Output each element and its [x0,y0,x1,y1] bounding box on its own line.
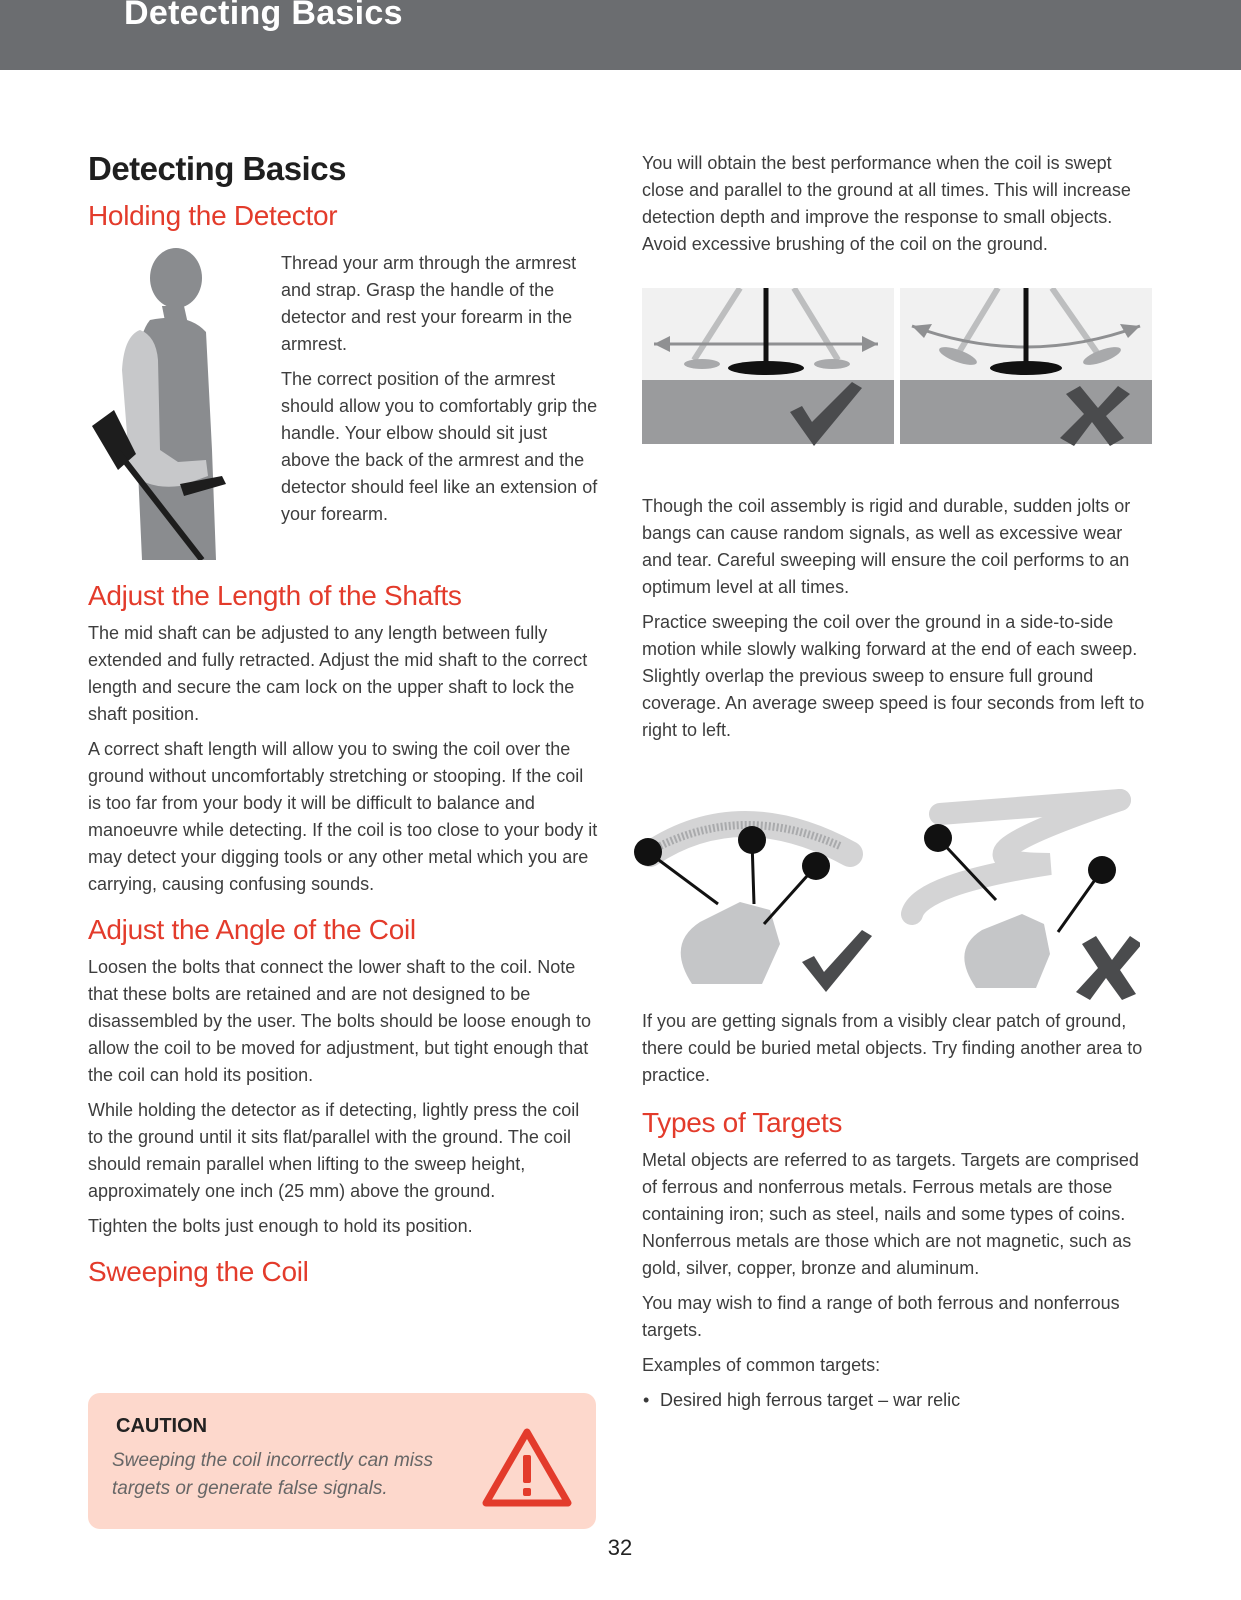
shafts-p2: A correct shaft length will allow you to swing the coil over the ground without uncomfortably stretching or stooping. If the coil is too far from your body it will be difficult to balance and manoeuvre while detecting. If the coil is too close to your body it may detect your digging tools or any other metal which you are carrying, causing confusing sounds. [88,739,598,894]
targets-p2: You may wish to find a range of both ferrous and nonferrous targets. [642,1293,1120,1340]
right-p1: You will obtain the best performance when the coil is swept close and parallel to the ground at all times. This will increase detection depth and improve the response to small objects. Avoid excessive brushing of the coil on the ground. [642,153,1131,254]
warning-triangle-icon [482,1427,572,1509]
incorrect-coil-height-panel [900,288,1152,446]
sweep-pattern-illustration [630,774,1140,1004]
targets-heading: Types of Targets [642,1107,843,1138]
angle-p3: Tighten the bolts just enough to hold its position. [88,1216,473,1236]
left-column [88,150,598,1296]
person-holding-detector-illustration [88,240,248,560]
right-p3: Practice sweeping the coil over the ground in a side-to-side motion while slowly walking forward at the end of each sweep. Slightly overlap the previous sweep to ensure full ground coverage. An average sweep speed is four seconds from left to right to left. [642,612,1145,740]
list-item: • Desired high ferrous target – war relic [660,1387,1157,1414]
correct-coil-height-panel [642,288,894,446]
angle-heading: Adjust the Angle of the Coil [88,914,416,945]
right-column [642,150,1157,1414]
page-number: 32 [607,1535,633,1560]
holding-heading: Holding the Detector [88,200,338,231]
holding-p2: The correct position of the armrest should allow you to comfortably grip the handle. Your elbow should sit just above the back of the armrest and the detector should feel like an extension of your forearm. [281,369,598,524]
holding-section [88,240,598,580]
targets-p3: Examples of common targets: [642,1355,881,1375]
header-banner [0,0,1241,70]
incorrect-sweep-panel [912,800,1140,1000]
page-title: Detecting Basics [88,150,346,187]
caution-box [88,1393,596,1529]
angle-p1: Loosen the bolts that connect the lower shaft to the coil. Note that these bolts are retained and are not designed to be disassembled by the user. The bolts should be loose enough to allow the coil to be moved for adjustment, but tight enough that the coil can hold its position. [88,957,592,1085]
shafts-p1: The mid shaft can be adjusted to any length between fully extended and fully retracted. Adjust the mid shaft to the correct length and secure the cam lock on the upper shaft to lock the shaft position. [88,623,588,724]
right-p2: Though the coil assembly is rigid and durable, sudden jolts or bangs can cause random signals, as well as excessive wear and tear. Careful sweeping will ensure the coil performs to an optimum level at all times. [642,496,1131,597]
caution-text: Sweeping the coil incorrectly can miss targets or generate false signals. [112,1450,434,1499]
targets-p1: Metal objects are referred to as targets. Targets are comprised of ferrous and nonferrous metals. Ferrous metals are those containing iron; such as steel, nails and some types of coins. Nonferrous metals are those which are not magnetic, such as gold, silver, copper, bronze and aluminum. [642,1150,1139,1278]
correct-sweep-panel [634,824,872,992]
targets-list [642,1387,1157,1414]
holding-p1: Thread your arm through the armrest and strap. Grasp the handle of the detector and rest your forearm in the armrest. [281,253,577,354]
banner-title: Detecting Basics [124,0,403,32]
coil-height-illustration [642,288,1152,448]
sweeping-heading: Sweeping the Coil [88,1256,309,1287]
shafts-heading: Adjust the Length of the Shafts [88,580,462,611]
angle-p2: While holding the detector as if detecting, lightly press the coil to the ground until it sits flat/parallel with the ground. The coil should remain parallel when lifting to the sweep height, approximately one inch (25 mm) above the ground. [88,1100,580,1201]
holding-text [281,250,598,536]
right-p4: If you are getting signals from a visibly clear patch of ground, there could be buried metal objects. Try finding another area to practice. [642,1011,1143,1085]
caution-title: CAUTION [116,1415,208,1437]
